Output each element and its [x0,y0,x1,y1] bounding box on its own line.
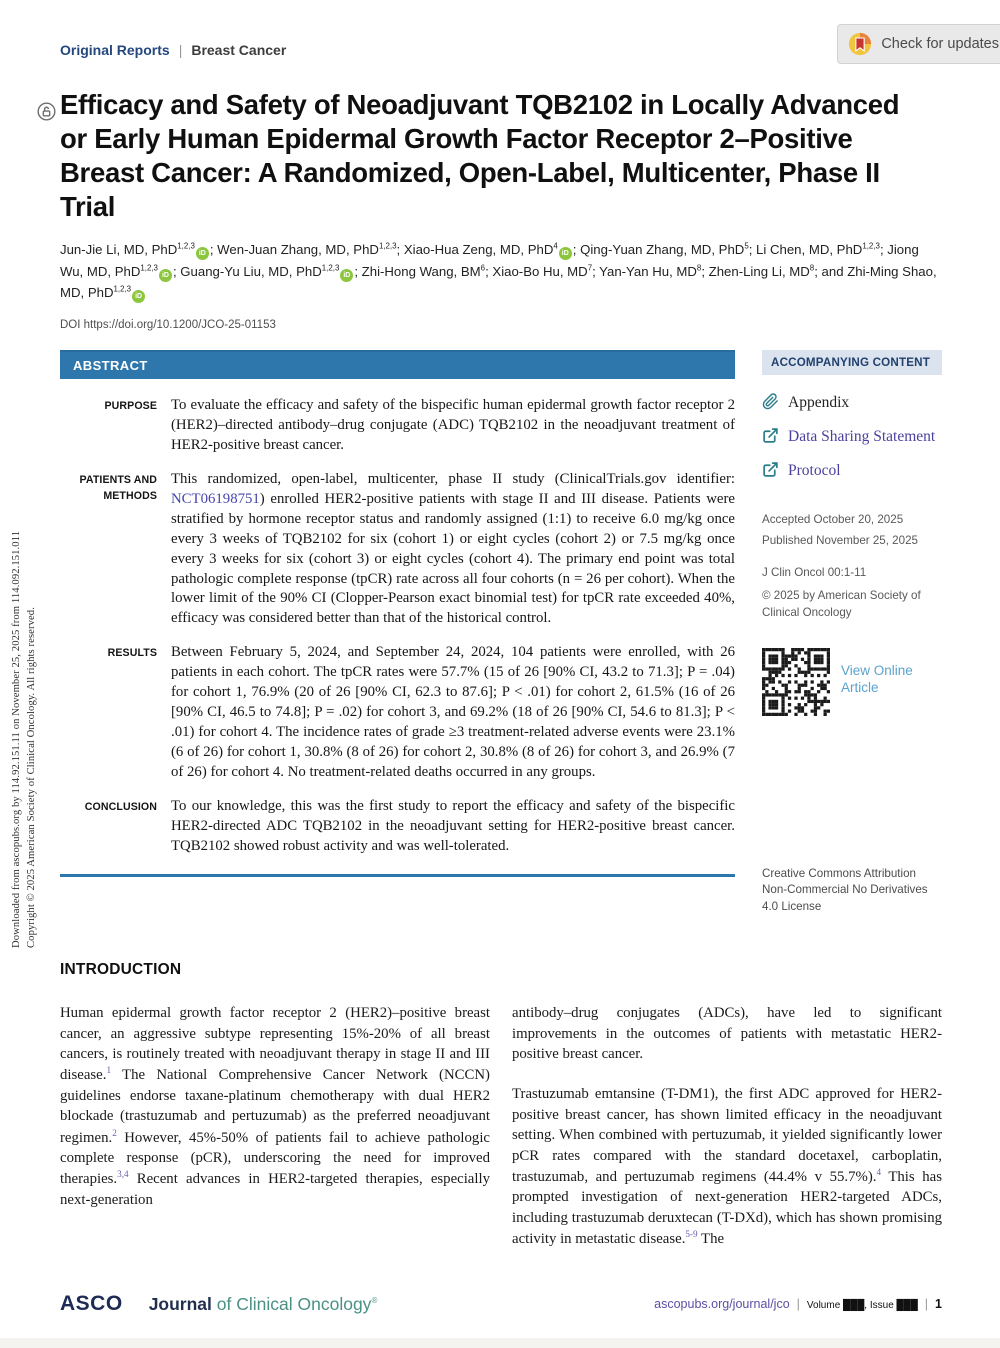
abstract-label: RESULTS [107,647,157,660]
external-link-icon [762,427,779,448]
introduction-left-column [60,1003,490,1249]
paperclip-icon [762,393,779,414]
introduction-right-column [512,1003,942,1249]
introduction-section [60,961,942,1249]
view-online-article-link[interactable]: View Online Article [841,662,913,696]
inline-link[interactable]: NCT06198751 [171,490,260,507]
abstract-label: CONCLUSION [84,801,157,814]
text-segment: antibody–drug conjugates (ADCs), have led to significant improvements in the outcomes of patients with metastatic HER2-positive breast cancer. [512,1005,942,1063]
introduction-heading: INTRODUCTION [60,961,182,979]
reference-superscript: 1,2,3 [140,263,158,273]
reference-superscript: 5 [744,241,749,251]
page-bottom-edge [0,1338,1000,1348]
sidebar-item-label: Protocol [788,462,841,480]
reference-superscript: 6 [480,263,486,273]
copyright-notice: © 2025 by American Society of Clinical Oncology [762,589,921,620]
text-segment: ; Xiao-Hua Zeng, MD, PhD [396,242,554,258]
text-segment: ; Li Chen, MD, PhD [748,242,863,258]
journal-name-bold: Journal [148,1294,212,1314]
text-segment: The [697,1231,725,1248]
text-segment: However, 45%-50% of patients fail to achieve pathologic complete response (pCR), underscoring the need for improved therapies. [60,1129,490,1188]
sidebar-item-label: Data Sharing Statement [788,428,936,446]
sidebar-item-protocol[interactable] [762,461,942,482]
kicker-divider: | [178,42,183,58]
reference-superscript: 4 [876,1167,882,1178]
external-link-icon [762,461,779,482]
accompanying-content-header: ACCOMPANYING CONTENT [762,350,942,375]
doi-line[interactable]: DOI https://doi.org/10.1200/JCO-25-01153 [60,318,276,331]
download-watermark [9,380,40,948]
abstract-section [60,350,735,915]
reference-superscript: 1,2,3 [862,241,880,251]
article-title-text: Efficacy and Safety of Neoadjuvant TQB2102 in Locally Advanced or Early Human Epidermal Growth Factor Receptor 2–Positive Breast Cancer: A Randomized, Open-Label, Multicenter, Phase II Trial [60,89,900,223]
abstract-label: PURPOSE [104,399,157,412]
reference-superscript: 2 [112,1127,117,1138]
reference-superscript: 1,2,3 [321,263,340,273]
volume-issue-redacted: Volume ███, Issue ███ [806,1300,918,1311]
orcid-icon[interactable]: iD [132,290,145,303]
reference-superscript: 1,2,3 [378,241,397,251]
orcid-icon[interactable]: iD [559,247,572,260]
abstract-text [171,797,735,857]
journal-name [149,1294,378,1315]
reference-superscript: 5-9 [685,1229,698,1240]
accepted-date: Accepted October 20, 2025 [762,512,904,526]
footer-separator: | [796,1297,800,1311]
page-number: 1 [935,1297,942,1311]
orcid-icon[interactable]: iD [159,269,172,282]
text-segment: To our knowledge, this was the first study to report the efficacy and safety of the bispecific HER2-directed ADC TQB2102 in the neoadjuvant setting for HER2-positive breast cancer. TQB2102 showed robust activity and was well-tolerated. [171,798,735,855]
text-segment: ; Jiong Wu, MD, PhD [60,242,919,279]
abstract-bottom-rule [60,874,735,877]
text-segment: ; Guang-Yu Liu, MD, PhD [172,263,322,279]
author-list [60,239,940,302]
qr-code [762,648,830,716]
page-footer [60,1292,942,1316]
orcid-icon[interactable]: iD [196,247,209,260]
asco-logo: ASCO [60,1292,123,1315]
text-segment: This has prompted investigation of next-generation HER2-targeted ADCs, including trastuzumab deruxtecan (T-DXd), which has shown promising activity in metastatic disease. [512,1169,942,1248]
abstract-text [171,643,735,783]
reference-superscript: 8 [696,263,702,273]
text-segment: ; Zhen-Ling Li, MD [701,263,810,279]
intro-paragraph [60,1003,490,1210]
check-for-updates-label: Check for updates [881,36,999,52]
article-kicker [60,42,942,58]
abstract-label: PATIENTS AND METHODS [79,473,157,502]
article-title [60,88,900,224]
reference-superscript: 4 [553,241,558,251]
journal-url-link[interactable]: ascopubs.org/journal/jco [654,1297,790,1311]
journal-name-rest: of Clinical Oncology [211,1294,372,1314]
text-segment: Human epidermal growth factor receptor 2 (HER2)–positive breast cancer, an aggressive subtype representing 15%-20% of all breast cancers, is routinely treated with neoadjuvant therapy in stage II and III disease. [60,1005,490,1084]
text-segment: To evaluate the efficacy and safety of the bispecific human epidermal growth factor receptor 2 (HER2)–directed antibody–drug conjugate (ADC) TQB2102 in the neoadjuvant treatment of HER2-positive breast cancer. [171,396,735,453]
text-segment: ; Yan-Yan Hu, MD [592,263,697,279]
watermark-line-1: Downloaded from ascopubs.org by 114.92.151.11 on November 25, 2025 from 114.092.151.011 [11,530,22,948]
abstract-text [171,396,735,456]
article-subcategory[interactable]: Breast Cancer [191,42,287,58]
article-category[interactable]: Original Reports [60,42,170,58]
text-segment: Trastuzumab emtansine (T-DM1), the first ADC approved for HER2-positive breast cancer, has shown limited efficacy in the neoadjuvant setting. When combined with pertuzumab, it yielded significantly lower pCR rates compared with the standard docetaxel, carboplatin, trastuzumab, and pertuzumab regimens (44.4% v 55.7%). [512,1086,942,1185]
reference-superscript: 7 [587,263,593,273]
abstract-row-results [60,643,735,783]
abstract-row-purpose [60,396,735,456]
text-segment: ; Xiao-Bo Hu, MD [485,263,588,279]
text-segment: Recent advances in HER2-targeted therapies, especially next-generation [60,1171,490,1208]
text-segment: Jun-Jie Li, MD, PhD [60,242,178,258]
abstract-row-methods [60,470,735,630]
text-segment: ; Qing-Yuan Zhang, MD, PhD [572,242,745,258]
sidebar-item-appendix[interactable] [762,393,942,414]
reference-superscript: 3,4 [117,1169,129,1180]
reference-superscript: 1,2,3 [113,284,132,294]
intro-paragraph [512,1084,942,1249]
text-segment: ; and Zhi-Ming Shao, MD, PhD [60,263,937,300]
text-segment: The National Comprehensive Cancer Network (NCCN) guidelines endorse taxane-platinum chemotherapy with dual HER2 blockade (trastuzumab and pertuzumab) as the preferred neoadjuvant regimen. [60,1067,490,1146]
text-segment: ) enrolled HER2-positive patients with stage II and III disease. Patients were stratified by hormone receptor status and randomly assigned (1:1) to receive 6.0 mg/kg once every 3 weeks of TQB2102 for six (cohort 1) or eight cycles (cohort 2) or 7.5 mg/kg once every 3 weeks for six (cohort 3) or eight cycles (cohort 4). The primary end point was total pathologic complete response (tpCR) rate across all four cohorts (n = 26 per cohort). When the lower limit of the 90% CI (Clopper-Pearson exact binomial test) for tpCR rate exceeded 40%, efficacy was considered better than that of the historical control. [171,490,735,627]
published-date: Published November 25, 2025 [762,534,918,548]
text-segment: This randomized, open-label, multicenter, phase II study (ClinicalTrials.gov identifier: [171,470,735,487]
abstract-row-conclusion [60,797,735,857]
reference-superscript: 1,2,3 [177,241,195,251]
footer-separator: | [924,1297,929,1311]
watermark-line-2: Copyright © 2025 American Society of Clinical Oncology. All rights reserved. [26,607,38,948]
reference-superscript: 1 [106,1065,112,1076]
trademark-symbol: ® [371,1296,378,1306]
abstract-header-bar: ABSTRACT [60,350,735,379]
orcid-icon[interactable]: iD [340,269,353,282]
open-access-icon [37,95,56,129]
sidebar-item-data-sharing-statement[interactable] [762,427,942,448]
reference-superscript: 8 [809,263,815,273]
accompanying-content-sidebar [762,350,942,915]
sidebar-item-label: Appendix [788,393,850,411]
text-segment: ; Wen-Juan Zhang, MD, PhD [209,242,379,258]
text-segment: ; Zhi-Hong Wang, BM [354,263,481,279]
license-notice: Creative Commons Attribution Non-Commercial No Derivatives 4.0 License [762,866,928,913]
abstract-text [171,470,735,630]
text-segment: Between February 5, 2024, and September 24, 2024, 104 patients were enrolled, with 26 patients in each cohort. The tpCR rates were 57.7% (15 of 26 [90% CI, 43.2 to 71.3]; P = .04) for cohort 1, 76.9% (20 of 26 [90% CI, 62.3 to 87.6]; P < .01) for cohort 2, 61.5% (16 of 26 [90% CI, 46.5 to 74.8]; P = .02) for cohort 3, and 69.2% (18 of 26 [90% CI, 54.6 to 81.3]; P < .01) for cohort 4. The incidence rates of grade ≥3 treatment-related adverse events were 23.1% (6 of 26) for cohort 1, 30.8% (8 of 26) for cohort 2, 30.8% (8 of 26) for cohort 3, and 26.9% (7 of 26) for cohort 4. No treatment-related deaths occurred in any groups. [171,644,735,781]
intro-paragraph [512,1003,942,1064]
journal-reference: J Clin Oncol 00:1-11 [762,565,867,579]
